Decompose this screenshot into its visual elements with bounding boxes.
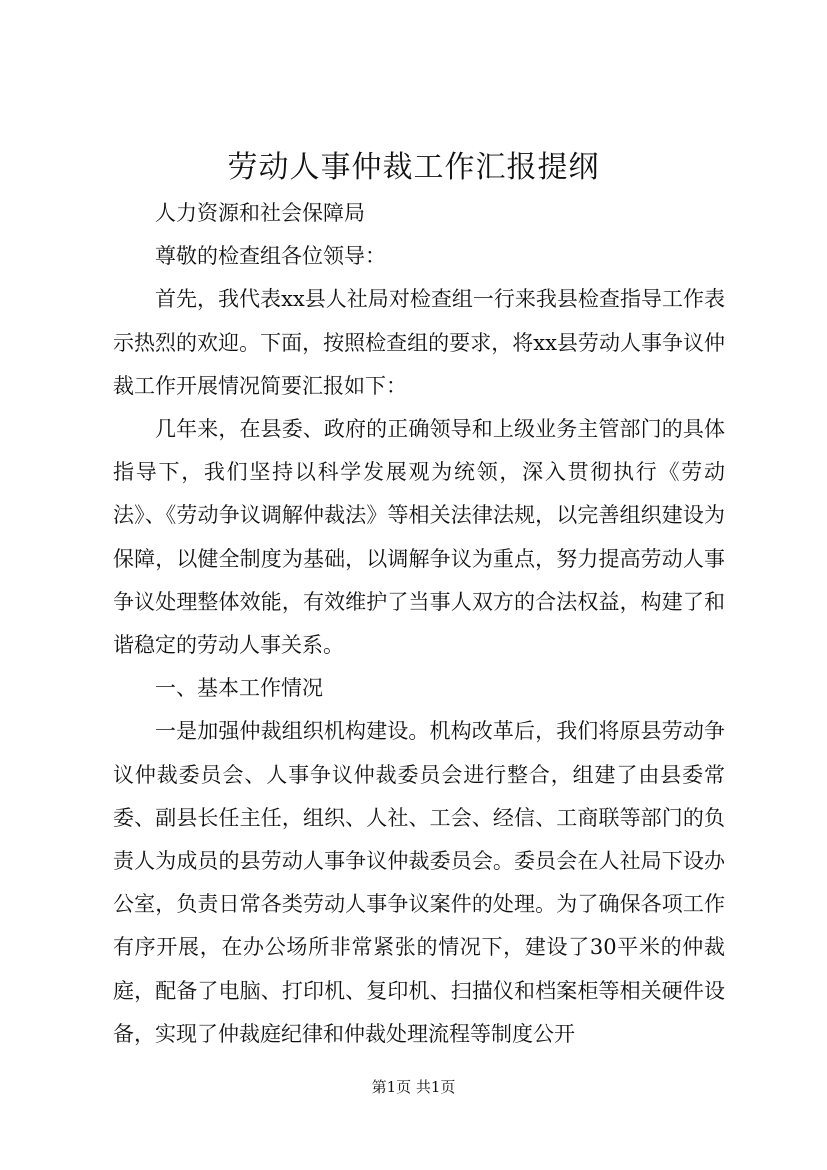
section-paragraph: 一是加强仲裁组织机构建设。机构改革后，我们将原县劳动争议仲裁委员会、人事争议仲裁委员会进行整合，组建了由县委常委、副县长任主任，组织、人社、工会、经信、工商联等部门的负责人为成员的县劳动人事争议仲裁委员会。委员会在人社局下设办公室，负责日常各类劳动人事争议案件的处理。为了确保各项工作有序开展，在办公场所非常紧张的情况下，建设了30平米的仲裁庭，配备了电脑、打印机、复印机、扫描仪和档案柜等相关硬件设备，实现了仲裁庭纪律和仲裁处理流程等制度公开	[113, 719, 725, 1046]
page-number-footer: 第1页 共1页	[371, 1078, 456, 1096]
overview-paragraph: 几年来，在县委、政府的正确领导和上级业务主管部门的具体指导下，我们坚持以科学发展观为统领，深入贯彻执行《劳动法》、《劳动争议调解仲裁法》等相关法律法规，以完善组织建设为保障，以健全制度为基础，以调解争议为重点，努力提高劳动人事争议处理整体效能，有效维护了当事人双方的合法权益，构建了和谐稳定的劳动人事关系。	[113, 417, 725, 658]
salutation: 尊敬的检查组各位领导：	[155, 244, 386, 269]
section-heading: 一、基本工作情况	[155, 676, 323, 701]
document-title: 劳动人事仲裁工作汇报提纲	[227, 150, 600, 185]
issuer-line: 人力资源和社会保障局	[155, 201, 365, 225]
intro-paragraph: 首先，我代表xx县人社局对检查组一行来我县检查指导工作表示热烈的欢迎。下面，按照检查组的要求，将xx县劳动人事争议仲裁工作开展情况简要汇报如下：	[113, 287, 725, 398]
document-body	[113, 192, 725, 1056]
